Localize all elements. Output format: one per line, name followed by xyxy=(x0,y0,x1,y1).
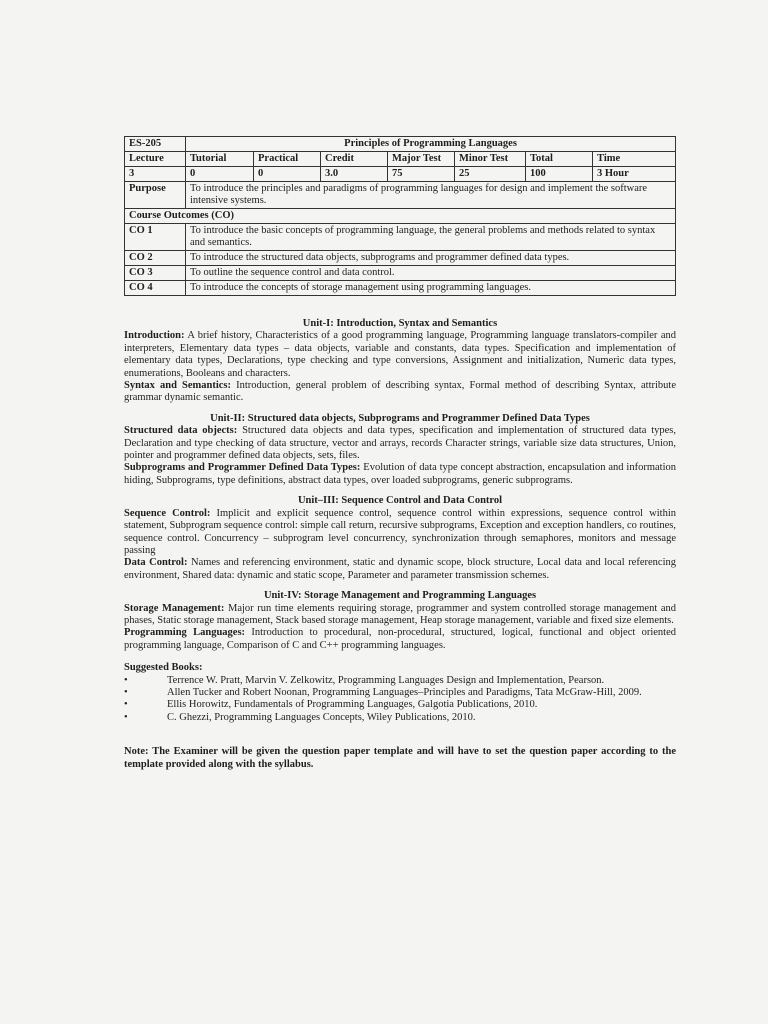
unit-title: Unit-II: Structured data objects, Subprograms and Programmer Defined Data Types xyxy=(210,412,590,424)
outcomes-label: Course Outcomes (CO) xyxy=(125,209,676,224)
course-code: ES-205 xyxy=(125,137,186,152)
table-row xyxy=(125,167,676,182)
paragraph xyxy=(124,462,676,487)
paragraph xyxy=(124,330,676,380)
paragraph xyxy=(124,603,676,628)
table-row xyxy=(125,266,676,281)
examiner-note: Note: The Examiner will be given the question paper template and will have to set the question paper according to the template provided along with the syllabus. xyxy=(124,746,676,770)
paragraph xyxy=(124,425,676,462)
paragraph xyxy=(124,380,676,405)
purpose-text: To introduce the principles and paradigms of programming languages for design and implement the software intensive systems. xyxy=(186,182,676,209)
paragraph xyxy=(124,557,676,582)
table-row xyxy=(125,251,676,266)
co-code: CO 3 xyxy=(125,266,186,281)
books-list xyxy=(124,675,676,725)
table-row xyxy=(125,281,676,296)
paragraph-text: Introduction, general problem of describing syntax, Formal method of describing Syntax, attribute grammar dynamic semantic. xyxy=(124,380,676,404)
co-text: To introduce the concepts of storage management using programming languages. xyxy=(186,281,676,296)
co-text: To introduce the basic concepts of programming language, the general problems and methods related to syntax and semantics. xyxy=(186,224,676,251)
paragraph-text: Implicit and explicit sequence control, sequence control within expressions, sequence control within statement, Subprogram sequence control: simple call return, recursive subprograms, Exception and exception handlers, co routines, sequence control. Concurrency – subprogram level concurrency, synchronization through semaphores, monitors and message passing xyxy=(124,507,676,556)
list-item xyxy=(124,675,676,687)
header-cell: Minor Test xyxy=(455,152,526,167)
value-cell: 3.0 xyxy=(321,167,388,182)
header-cell: Time xyxy=(593,152,676,167)
table-row xyxy=(125,182,676,209)
books-title: Suggested Books: xyxy=(124,662,203,674)
bullet-icon: • xyxy=(124,686,128,698)
paragraph-heading: Syntax and Semantics: xyxy=(124,380,232,392)
unit-title: Unit-IV: Storage Management and Programming Languages xyxy=(263,590,537,602)
header-cell: Total xyxy=(526,152,593,167)
list-item xyxy=(124,687,676,699)
paragraph-heading: Subprograms and Programmer Defined Data Types: xyxy=(124,462,361,474)
book-text: C. Ghezzi, Programming Languages Concepts, Wiley Publications, 2010. xyxy=(167,711,476,723)
paragraph-text: Introduction to procedural, non-procedural, structured, logical, functional and object oriented programming language, Comparison of C and C++ programming languages. xyxy=(124,627,676,651)
co-code: CO 2 xyxy=(125,251,186,266)
paragraph-heading: Storage Management: xyxy=(124,602,225,614)
bullet-icon: • xyxy=(124,699,128,711)
paragraph xyxy=(124,508,676,558)
co-code: CO 1 xyxy=(125,224,186,251)
header-cell: Major Test xyxy=(388,152,455,167)
value-cell: 100 xyxy=(526,167,593,182)
book-text: Ellis Horowitz, Fundamentals of Programming Languages, Galgotia Publications, 2010. xyxy=(167,699,538,711)
value-cell: 25 xyxy=(455,167,526,182)
bullet-icon: • xyxy=(124,711,128,723)
table-header-row xyxy=(125,137,676,152)
list-item xyxy=(124,712,676,724)
paragraph-heading: Structured data objects: xyxy=(124,425,238,437)
syllabus-content xyxy=(124,318,676,771)
table-row xyxy=(125,209,676,224)
purpose-label: Purpose xyxy=(125,182,186,209)
co-code: CO 4 xyxy=(125,281,186,296)
course-info-table xyxy=(124,136,676,296)
header-cell: Practical xyxy=(254,152,321,167)
header-cell: Lecture xyxy=(125,152,186,167)
co-text: To introduce the structured data objects, subprograms and programmer defined data types. xyxy=(186,251,676,266)
unit-title: Unit–III: Sequence Control and Data Control xyxy=(297,495,503,507)
value-cell: 0 xyxy=(186,167,254,182)
value-cell: 3 Hour xyxy=(593,167,676,182)
book-text: Terrence W. Pratt, Marvin V. Zelkowitz, Programming Languages Design and Implementation, Pearson. xyxy=(167,674,605,686)
paragraph-text: A brief history, Characteristics of a good programming language, Programming language translators-compiler and interpreters, Elementary data types – data objects, variable and constants, data types. Specification and implementation of elementary data types, Declarations, type checking and type conversions, Assignment and initialization, Numeric data types, enumerations, Booleans and characters. xyxy=(124,330,676,379)
paragraph-text: Major run time elements requiring storage, programmer and system controlled storage management and phases, Static storage management, Stack based storage management, Heap storage management, variable and fixed size elements. xyxy=(124,602,676,626)
unit-title: Unit-I: Introduction, Syntax and Semantics xyxy=(302,318,498,329)
paragraph-heading: Sequence Control: xyxy=(124,507,211,519)
value-cell: 75 xyxy=(388,167,455,182)
value-cell: 3 xyxy=(125,167,186,182)
paragraph xyxy=(124,627,676,652)
co-text: To outline the sequence control and data control. xyxy=(186,266,676,281)
paragraph-heading: Data Control: xyxy=(124,557,188,569)
course-title: Principles of Programming Languages xyxy=(186,137,676,152)
bullet-icon: • xyxy=(124,674,128,686)
paragraph-text: Evolution of data type concept abstraction, encapsulation and information hiding, Subprograms, type definitions, abstract data types, over loaded subprograms, generic subprograms. xyxy=(124,462,677,486)
table-row xyxy=(125,152,676,167)
book-text: Allen Tucker and Robert Noonan, Programming Languages–Principles and Paradigms, Tata McGraw-Hill, 2009. xyxy=(167,686,642,698)
list-item xyxy=(124,699,676,711)
table-row xyxy=(125,224,676,251)
header-cell: Credit xyxy=(321,152,388,167)
paragraph-heading: Introduction: xyxy=(124,330,185,342)
value-cell: 0 xyxy=(254,167,321,182)
paragraph-text: Names and referencing environment, static and dynamic scope, block structure, Local data and local referencing environment, Shared data: dynamic and static scope, Parameter and parameter transmission schemes. xyxy=(124,557,676,581)
header-cell: Tutorial xyxy=(186,152,254,167)
paragraph-heading: Programming Languages: xyxy=(124,627,246,639)
paragraph-text: Structured data objects and data types, specification and implementation of structured data types, Declaration and type checking of data structure, vector and arrays, records Character strings, variable size data structures, Union, pointer and programmer defined data objects, sets, files. xyxy=(124,425,676,462)
